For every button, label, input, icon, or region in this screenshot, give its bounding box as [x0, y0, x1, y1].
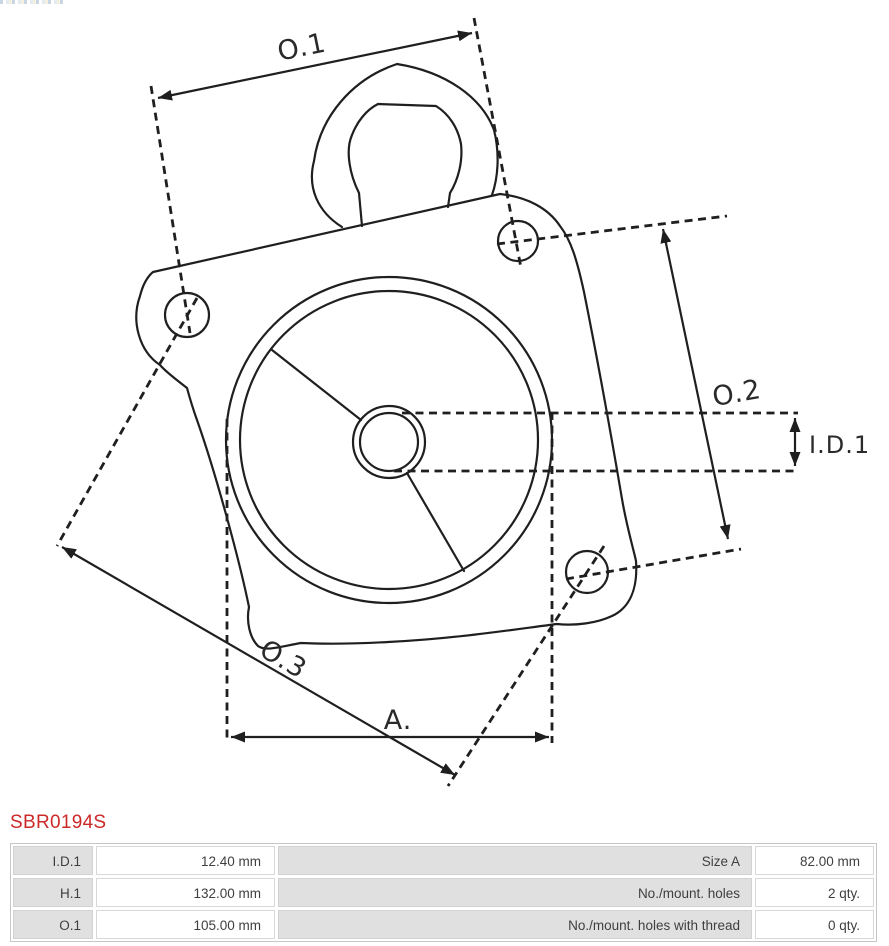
- lever-housing-outer: [312, 64, 498, 227]
- spec-row-2-left-label: H.1: [13, 878, 93, 907]
- part-number: SBR0194S: [10, 812, 107, 833]
- spec-row-3-left-value: 105.00 mm: [96, 910, 275, 939]
- centerline-o1-left: [151, 86, 190, 333]
- spec-row-1-right-label: Size A: [278, 846, 752, 875]
- spec-row-2-left-value: 132.00 mm: [96, 878, 275, 907]
- spec-row-1-right-value: 82.00 mm: [755, 846, 874, 875]
- dimension-lines-group: [62, 33, 795, 775]
- plate-outline: [136, 194, 636, 649]
- hub-outer-circle: [353, 406, 425, 478]
- spec-row-3-right-value: 0 qty.: [755, 910, 874, 939]
- spec-row-1-left-value: 12.40 mm: [96, 846, 275, 875]
- centerline-o2-top: [497, 216, 727, 244]
- centerlines-group: [57, 18, 798, 786]
- centerline-o3-upper: [57, 298, 197, 546]
- spec-row-2-right-label: No./mount. holes: [278, 878, 752, 907]
- centerline-o1-right: [474, 18, 521, 268]
- spec-row-3-right-label: No./mount. holes with thread: [278, 910, 752, 939]
- part-outline-group: [136, 64, 636, 649]
- centerline-o3-lower: [448, 546, 604, 786]
- spec-row-2-right-value: 2 qty.: [755, 878, 874, 907]
- lever-housing-inner: [349, 104, 462, 226]
- boss-inner-circle: [240, 291, 538, 589]
- sector-line-lower: [407, 473, 464, 571]
- hub-bore-circle: [360, 413, 418, 471]
- boss-outer-circle: [226, 277, 552, 603]
- dim-label-o2: O.2: [710, 373, 764, 414]
- dim-label-o3: O.3: [254, 633, 313, 686]
- dim-label-id1: I.D.1: [809, 431, 871, 459]
- dimension-labels-group: [254, 27, 870, 736]
- dim-label-a: A.: [383, 705, 413, 736]
- spec-table: [10, 843, 877, 942]
- dim-label-o1: O.1: [274, 27, 329, 68]
- spec-row-3-left-label: O.1: [13, 910, 93, 939]
- sector-line-upper: [272, 350, 361, 420]
- spec-row-1-left-label: I.D.1: [13, 846, 93, 875]
